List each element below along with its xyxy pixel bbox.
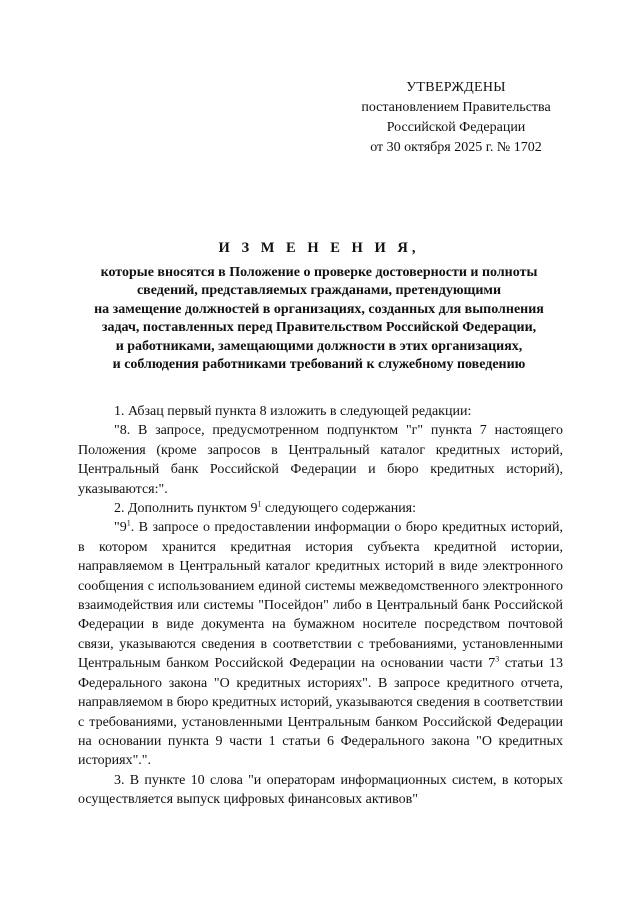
approval-line-3: от 30 октября 2025 г. № 1702 (370, 140, 542, 155)
paragraph-4-start: "9 (114, 520, 127, 536)
heading-line: и работниками, замещающими должности в этих организациях, (115, 338, 523, 354)
approval-status: УТВЕРЖДЕНЫ (406, 80, 506, 95)
approval-line-1: постановлением Правительства (361, 100, 551, 115)
paragraph-3-text-end: следующего содержания: (261, 501, 417, 517)
heading-line: которые вносятся в Положение о проверке достоверности и полноты (100, 265, 538, 280)
paragraph-1: 1. Абзац первый пункта 8 изложить в следующей редакции: (114, 404, 472, 419)
approval-line-2: Российской Федерации (386, 120, 526, 135)
document-heading (74, 238, 564, 374)
superscript: 1 (257, 499, 262, 509)
paragraph-5: 3. В пункте 10 слова "и операторам информационных систем, в которых осуществляется выпуск цифровых финансовых активов" (78, 772, 563, 808)
heading-line: и соблюдения работниками требований к служебному поведению (112, 357, 526, 373)
heading-line: сведений, представляемых гражданами, претендующими (136, 283, 502, 299)
heading-line: на замещение должностей в организациях, созданных для выполнения (94, 301, 544, 317)
document-body (78, 402, 563, 810)
paragraph-3-text: 2. Дополнить пунктом 9 (114, 501, 258, 517)
superscript: 3 (495, 654, 500, 664)
paragraph-4-middle: . В запросе о предоставлении информации о бюро кредитных историй, в котором хранится кредитная история субъекта кредитной истории, направляемом в Центральный каталог кредитных историй в виде электронного сообщения с использованием единой системы межведомственного электронного взаимодействия или системы "Посейдон" либо в Центральный банк Российской Федерации в виде документа на бумажном носителе посредством почтовой связи, указываются сведения в соответствии с требованиями, установленными Центральным банком Российской Федерации на основании части 7 (78, 520, 563, 672)
paragraph-4 (78, 518, 563, 770)
paragraph-2: "8. В запросе, предусмотренном подпунктом "г" пункта 7 настоящего Положения (кроме запросов в Центральный каталог кредитных историй, Центральный банк Российской Федерации и бюро кредитных историй), указываются:". (78, 423, 563, 497)
approval-stamp (350, 78, 562, 158)
heading-line: задач, поставленных перед Правительством Российской Федерации, (101, 320, 537, 336)
paragraph-3 (78, 499, 563, 518)
paragraph-4-end: статьи 13 Федерального закона "О кредитных историях". В запросе кредитного отчета, направляемом в бюро кредитных историй, указываются сведения в соответствии с требованиями, установленными Центральным банком Российской Федерации на основании пункта 9 части 1 статьи 6 Федерального закона "О кредитных историях".". (78, 656, 563, 769)
superscript: 1 (126, 518, 131, 528)
document-title: И З М Е Н Е Н И Я, (218, 240, 420, 256)
